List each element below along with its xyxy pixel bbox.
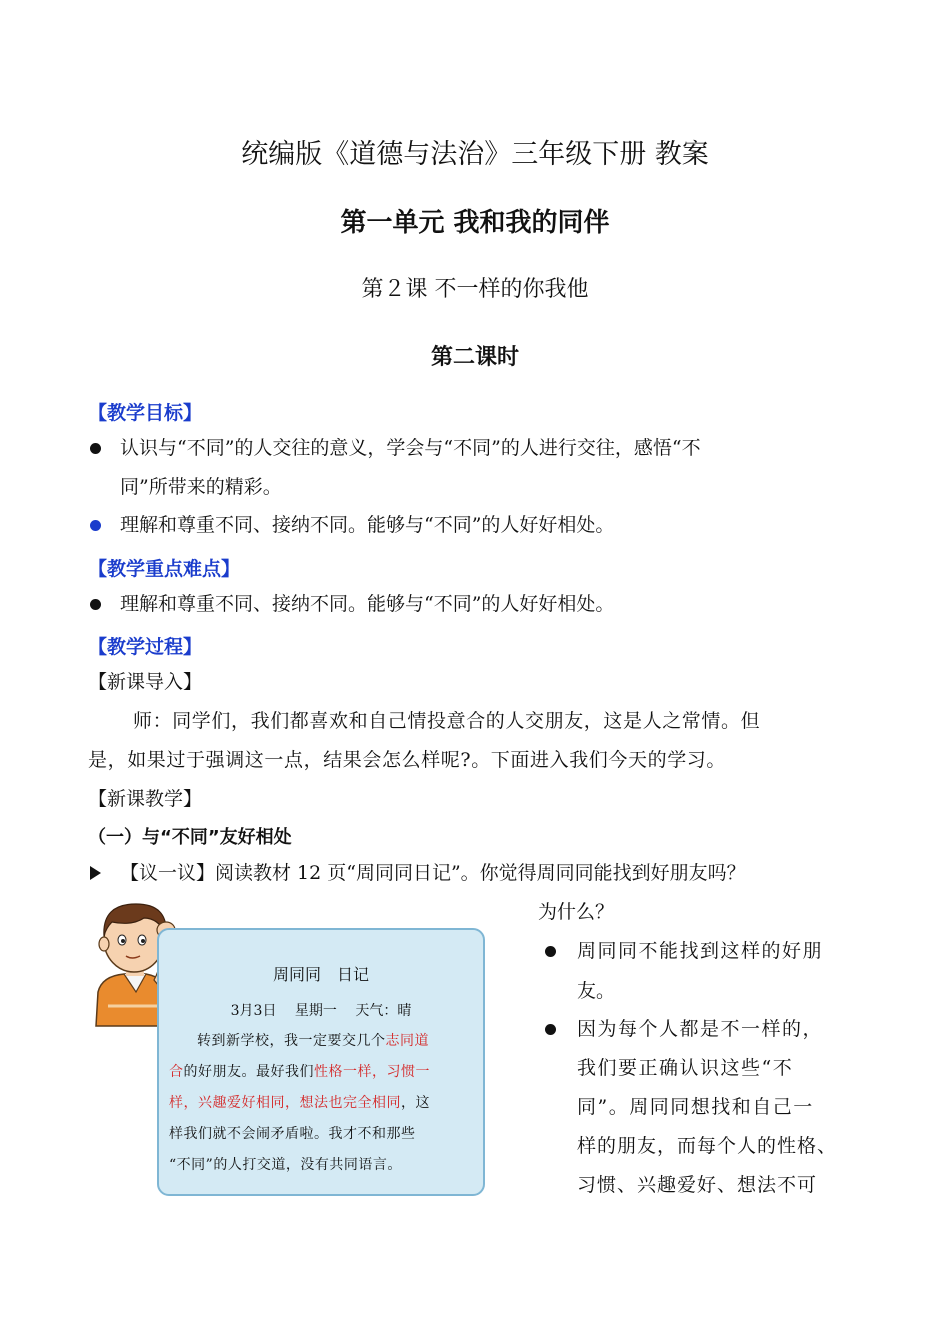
objective-item-2: 理解和尊重不同、接纳不同。能够与“不同”的人好好相处。 [120,514,615,536]
answer-1-line-2: 友。 [577,980,616,1002]
diary-line: 合的好朋友。最好我们性格一样，习惯一 [169,1064,430,1080]
intro-paragraph-line-1: 师：同学们，我们都喜欢和自己情投意合的人交朋友，这是人之常情。但 [133,710,761,732]
arrow-bullet-icon [90,866,101,880]
discussion-prompt-line-1: 【议一议】阅读教材 12 页“周同同日记”。你觉得周同同能找到好朋友吗？ [120,862,746,884]
diary-date: 3月3日 星期一 天气：晴 [230,1003,412,1019]
unit-title: 第一单元 我和我的同伴 [340,208,610,238]
lesson-title: 第２课 不一样的你我他 [361,277,589,302]
answer-1-line-1: 周同同不能找到这样的好朋 [577,940,824,962]
diary-body [169,1026,481,1181]
objective-item-1-line-1: 认识与“不同”的人交往的意义，学会与“不同”的人进行交往，感悟“不 [120,437,701,459]
objective-item-1-line-2: 同”所带来的精彩。 [120,476,282,498]
answer-2-line-5: 习惯、兴趣爱好、想法不可 [577,1174,818,1196]
answer-2-line-1: 因为每个人都是不一样的， [577,1018,824,1040]
bullet-icon [545,1024,556,1035]
process-heading: 【教学过程】 [88,636,203,658]
diary-title: 周同同 日记 [272,965,369,984]
intro-paragraph-line-2: 是，如果过于强调这一点，结果会怎么样呢?。下面进入我们今天的学习。 [88,749,726,771]
period-title: 第二课时 [430,344,519,370]
key-points-heading: 【教学重点难点】 [88,558,241,580]
diary-line: “不同”的人打交道，没有共同语言。 [169,1157,402,1173]
bullet-icon [90,520,101,531]
teaching-label: 【新课教学】 [88,788,203,810]
answer-2-line-4: 样的朋友，而每个人的性格、 [577,1135,838,1157]
diary-line: 转到新学校，我一定要交几个志同道 [197,1033,429,1049]
objectives-heading: 【教学目标】 [88,402,203,424]
answer-2-line-2: 我们要正确认识这些“不 [577,1057,794,1079]
section-1-heading: （一）与“不同”友好相处 [88,827,292,848]
key-point-item-1: 理解和尊重不同、接纳不同。能够与“不同”的人好好相处。 [120,593,615,615]
diary-line: 样，兴趣爱好相同，想法也完全相同，这 [169,1095,430,1111]
diary-line: 样我们就不会闹矛盾啦。我才不和那些 [169,1126,416,1142]
document-title: 统编版《道德与法治》三年级下册 教案 [241,139,709,170]
bullet-icon [90,599,101,610]
intro-label: 【新课导入】 [88,671,203,693]
diary-card [157,928,485,1196]
bullet-icon [90,443,101,454]
bullet-icon [545,946,556,957]
answer-2-line-3: 同”。周同同想找和自己一 [577,1096,814,1118]
discussion-prompt-line-2: 为什么？ [538,901,615,923]
